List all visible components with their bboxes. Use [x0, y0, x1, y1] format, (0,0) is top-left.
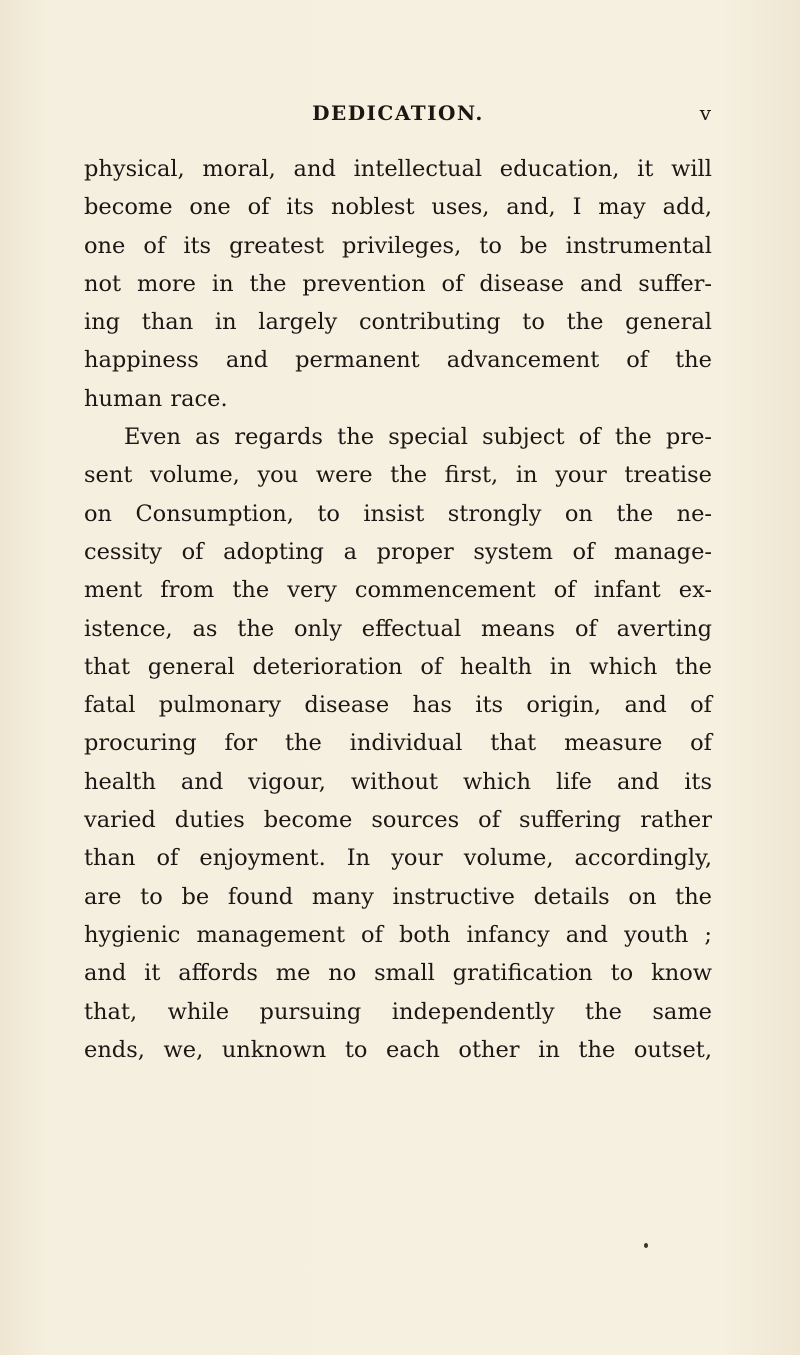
body-text — [84, 150, 712, 1069]
text-line: that general deterioration of health in which the — [84, 653, 712, 680]
text-line: that, while pursuing independently the same — [84, 998, 712, 1025]
running-head — [84, 101, 712, 131]
text-line: ment from the very commencement of infant ex- — [84, 577, 712, 604]
paragraph-start-line: Even as regards the special subject of the pre- — [124, 424, 712, 451]
running-title: DEDICATION. — [312, 101, 484, 125]
page-number: v — [699, 101, 712, 125]
text-line: ing than in largely contributing to the general — [84, 309, 712, 336]
text-line: become one of its noblest uses, and, I may add, — [84, 194, 712, 221]
text-line: happiness and permanent advancement of the — [84, 347, 712, 374]
paragraph-end-line: human race. — [84, 385, 228, 412]
text-line: not more in the prevention of disease and suffer- — [84, 270, 712, 297]
text-line: on Consumption, to insist strongly on the ne- — [84, 500, 712, 527]
text-line: and it affords me no small gratification to know — [84, 960, 712, 987]
text-line: procuring for the individual that measure of — [84, 730, 712, 757]
text-line: than of enjoyment. In your volume, accordingly, — [84, 845, 712, 872]
text-line: physical, moral, and intellectual education, it will — [84, 156, 712, 182]
ink-speck — [644, 1243, 648, 1248]
text-line: sent volume, you were the first, in your treatise — [84, 462, 712, 489]
text-line: varied duties become sources of suffering rather — [84, 807, 712, 834]
text-line: are to be found many instructive details on the — [84, 883, 712, 910]
text-line: cessity of adopting a proper system of manage- — [84, 538, 712, 565]
text-line: one of its greatest privileges, to be instrumental — [84, 232, 712, 259]
text-line: health and vigour, without which life and its — [84, 768, 712, 795]
text-line: fatal pulmonary disease has its origin, and of — [84, 692, 712, 719]
text-line: istence, as the only effectual means of averting — [84, 615, 712, 642]
text-line: hygienic management of both infancy and youth ; — [84, 921, 712, 948]
text-line: ends, we, unknown to each other in the outset, — [84, 1036, 712, 1063]
